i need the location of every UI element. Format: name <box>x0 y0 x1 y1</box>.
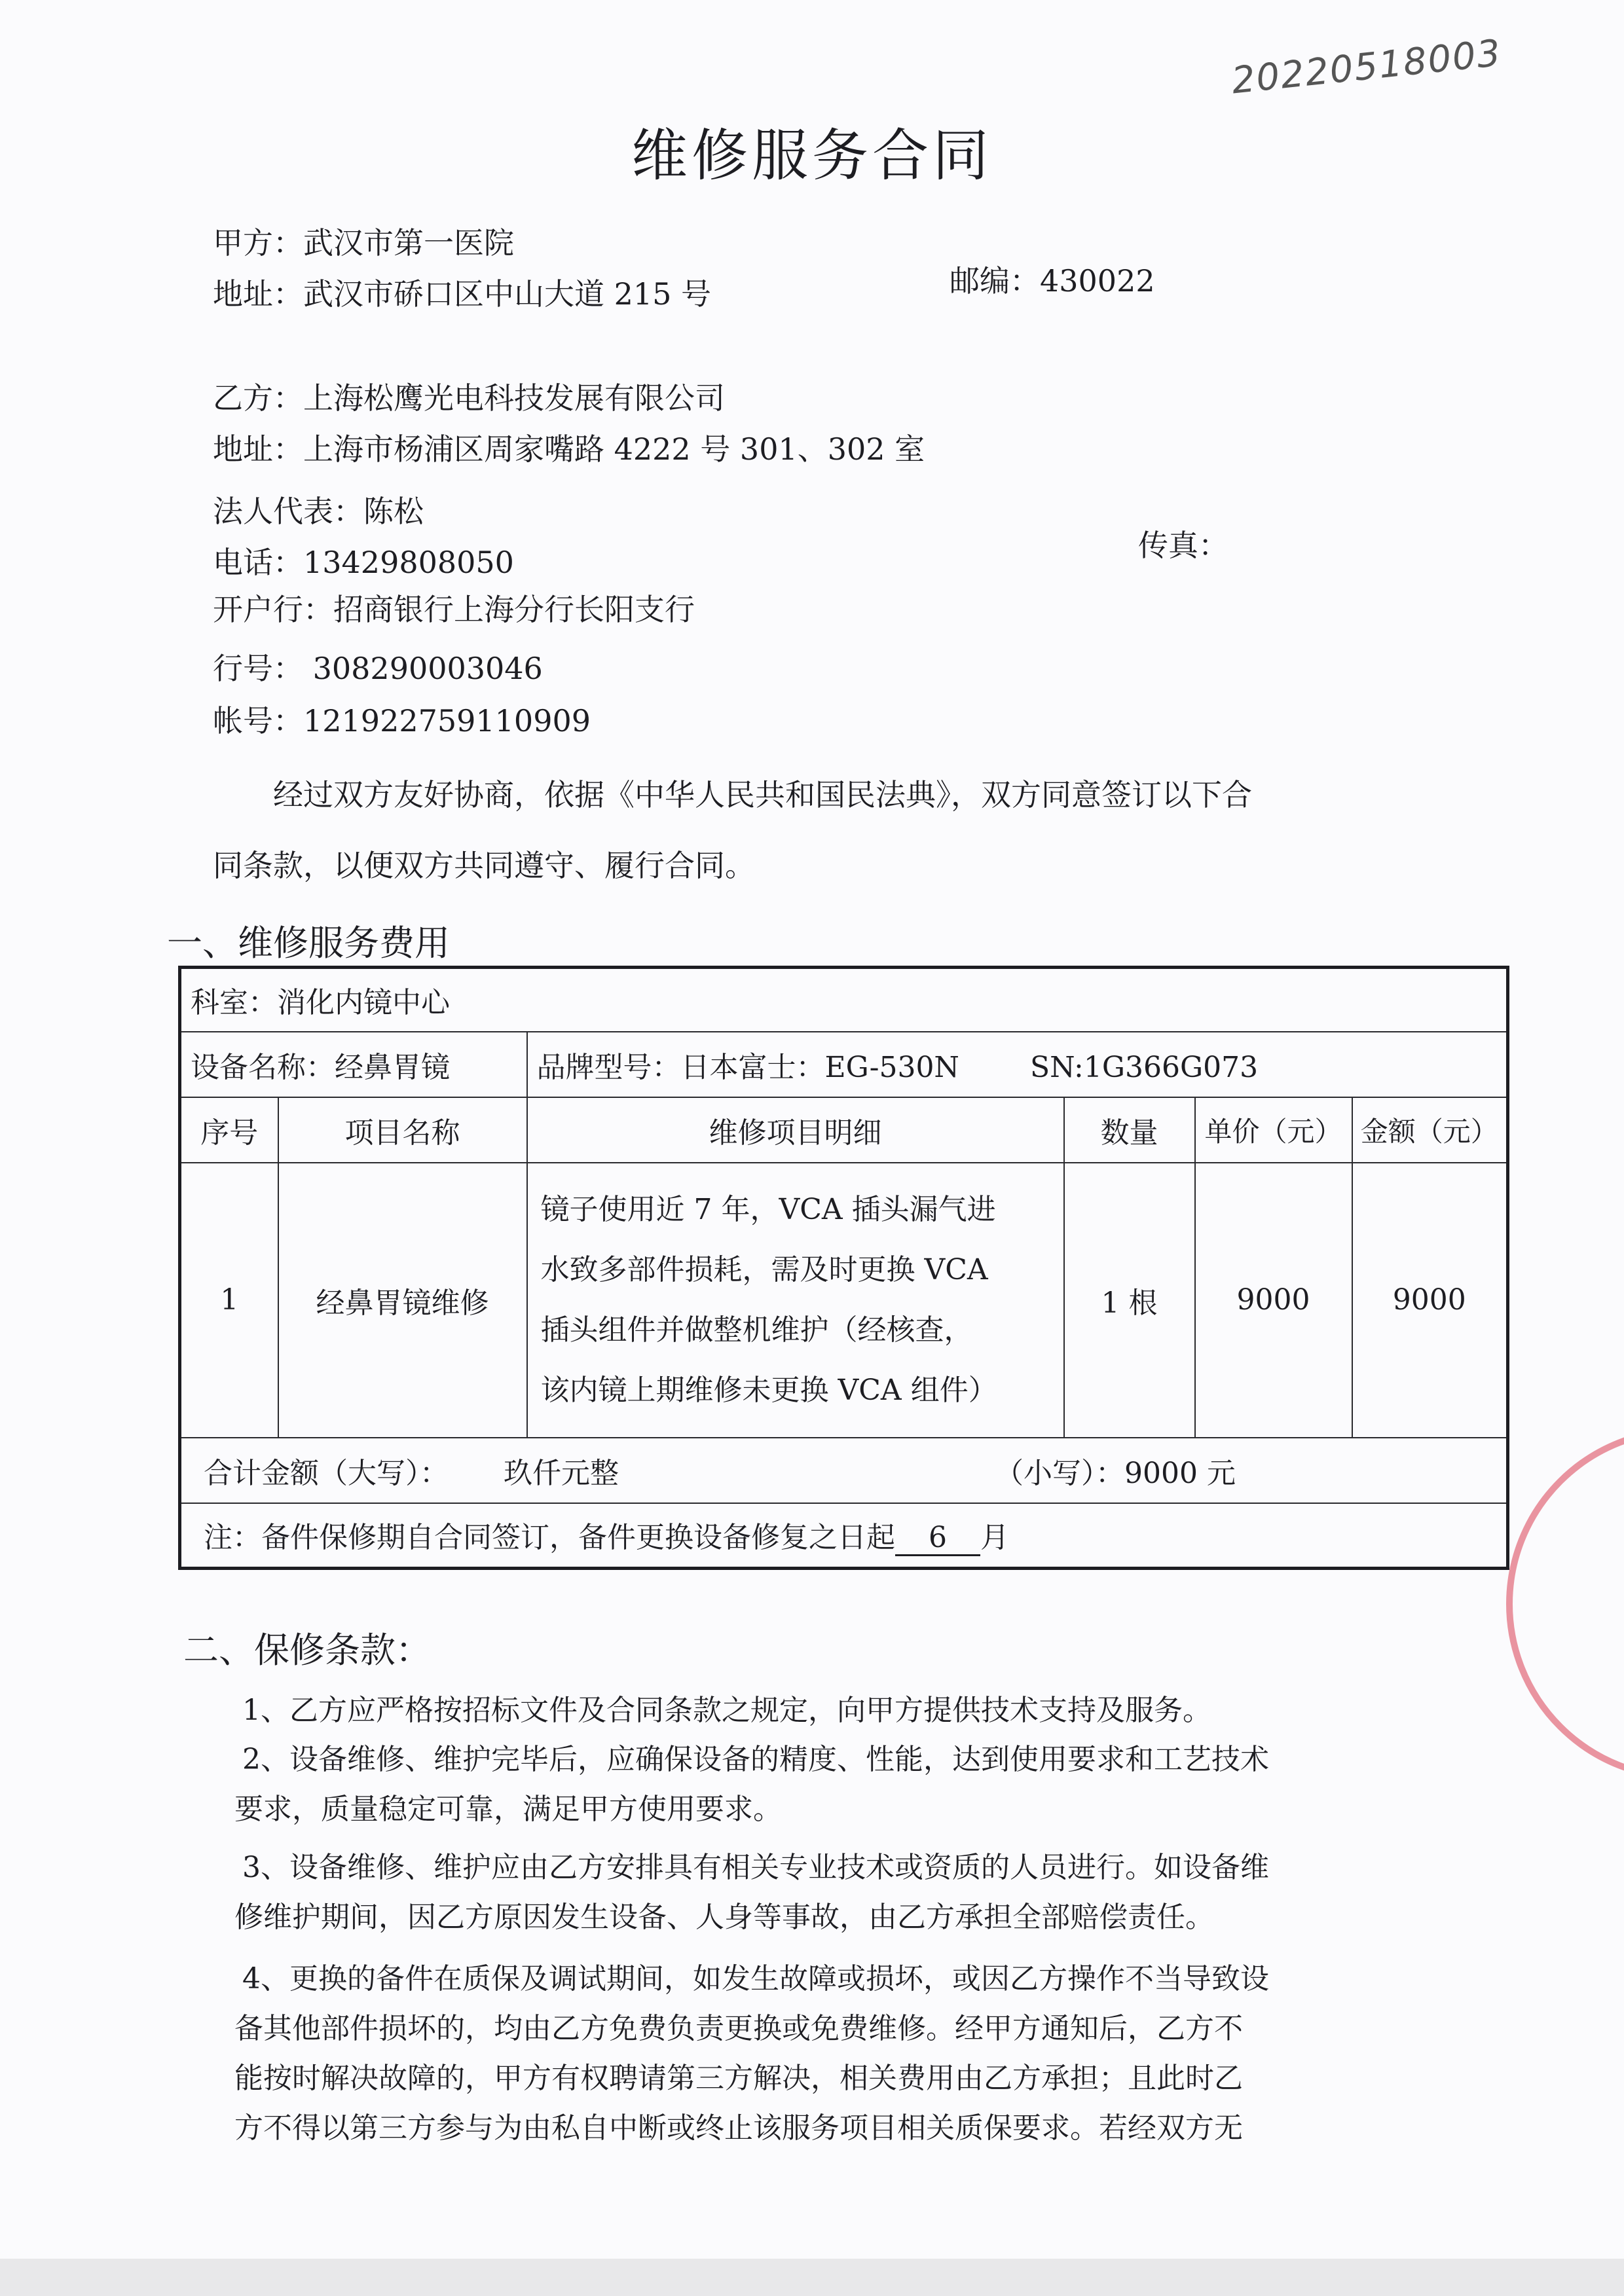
note-suffix: 月 <box>980 1521 1009 1555</box>
clause-4-line-4: 方不得以第三方参与为由私自中断或终止该服务项目相关质保要求。若经双方无 <box>234 2111 1243 2145</box>
party-a-address: 地址：武汉市硚口区中山大道 215 号 <box>213 276 712 312</box>
detail-line-1: 镜子使用近 7 年，VCA 插头漏气进 <box>540 1192 996 1226</box>
device-row <box>180 1032 1508 1097</box>
intro-line-2: 同条款，以便双方共同遵守、履行合同。 <box>213 848 755 883</box>
header-no: 序号 <box>180 1097 278 1163</box>
party-a-name: 甲方：武汉市第一医院 <box>213 225 514 261</box>
clause-3-line-2: 修维护期间，因乙方原因发生设备、人身等事故，由乙方承担全部赔偿责任。 <box>234 1901 1214 1934</box>
note-months: 6 <box>895 1521 980 1556</box>
header-amount: 金额（元） <box>1352 1097 1508 1163</box>
note-row <box>180 1503 1508 1569</box>
device-name-cell: 设备名称：经鼻胃镜 <box>180 1032 527 1097</box>
company-seal-stamp <box>1506 1427 1624 1781</box>
document-title: 维修服务合同 <box>631 123 993 189</box>
total-cell <box>180 1438 1508 1503</box>
serial-number: SN:1G366G073 <box>1029 1050 1259 1084</box>
clause-4-line-1: 4、更换的备件在质保及调试期间，如发生故障或损坏，或因乙方操作不当导致设 <box>242 1962 1269 1995</box>
total-upper-label: 合计金额（大写）： <box>204 1456 449 1490</box>
row-item: 经鼻胃镜维修 <box>278 1163 527 1438</box>
header-detail: 维修项目明细 <box>527 1097 1064 1163</box>
row-amount: 9000 <box>1352 1163 1508 1438</box>
party-b-name: 乙方：上海松鹰光电科技发展有限公司 <box>213 380 725 416</box>
party-b-bank-number: 行号： 308290003046 <box>213 651 543 686</box>
department-row <box>180 968 1508 1032</box>
party-a-postcode: 邮编：430022 <box>950 263 1155 299</box>
scan-border <box>0 2259 1624 2296</box>
header-item: 项目名称 <box>278 1097 527 1163</box>
header-qty: 数量 <box>1064 1097 1195 1163</box>
clause-2-line-1: 2、设备维修、维护完毕后，应确保设备的精度、性能，达到使用要求和工艺技术 <box>242 1743 1269 1776</box>
total-upper-value: 玖仟元整 <box>504 1456 619 1490</box>
clause-4-line-2: 备其他部件损坏的，均由乙方免费负责更换或免费维修。经甲方通知后，乙方不 <box>234 2012 1243 2045</box>
clause-3-line-1: 3、设备维修、维护应由乙方安排具有相关专业技术或资质的人员进行。如设备维 <box>242 1851 1269 1884</box>
clause-1 <box>242 1686 1408 1736</box>
header-row <box>180 1097 1508 1163</box>
handwritten-number: 20220518003 <box>1229 31 1504 103</box>
row-detail <box>527 1163 1064 1438</box>
section-1-title: 一、维修服务费用 <box>167 922 450 964</box>
clause-3 <box>234 1843 1408 1942</box>
clause-2-line-2: 要求，质量稳定可靠，满足甲方使用要求。 <box>234 1793 782 1826</box>
party-b-phone: 电话：13429808050 <box>213 545 514 580</box>
total-lower: （小写）：9000 元 <box>995 1456 1236 1490</box>
clause-4 <box>234 1954 1408 2153</box>
note-cell <box>180 1503 1508 1569</box>
total-row <box>180 1438 1508 1503</box>
party-b-bank: 开户行：招商银行上海分行长阳支行 <box>213 592 695 627</box>
party-b-address: 地址：上海市杨浦区周家嘴路 4222 号 301、302 室 <box>213 431 925 467</box>
row-unit-price: 9000 <box>1195 1163 1352 1438</box>
row-qty: 1 根 <box>1064 1163 1195 1438</box>
intro-paragraph <box>213 759 1411 901</box>
department-cell: 科室：消化内镜中心 <box>180 968 1508 1032</box>
brand-model-cell <box>527 1032 1508 1097</box>
detail-line-4: 该内镜上期维修未更换 VCA 组件） <box>540 1373 997 1407</box>
clause-2 <box>234 1735 1408 1834</box>
party-b-fax: 传真： <box>1138 528 1228 563</box>
row-no: 1 <box>180 1163 278 1438</box>
detail-line-3: 插头组件并做整机维护（经核查， <box>540 1313 973 1347</box>
brand-model: 品牌型号：日本富士：EG-530N <box>536 1050 959 1084</box>
note-prefix: 注：备件保修期自合同签订，备件更换设备修复之日起 <box>204 1521 895 1555</box>
fee-table <box>178 966 1509 1570</box>
clause-1-line-1: 1、乙方应严格按招标文件及合同条款之规定，向甲方提供技术支持及服务。 <box>242 1694 1211 1727</box>
table-row <box>180 1163 1508 1438</box>
party-b-legal-rep: 法人代表：陈松 <box>213 494 424 529</box>
detail-line-2: 水致多部件损耗，需及时更换 VCA <box>540 1252 988 1286</box>
party-b-account: 帐号：121922759110909 <box>213 703 591 738</box>
header-unit-price: 单价（元） <box>1195 1097 1352 1163</box>
intro-line-1: 经过双方友好协商，依据《中华人民共和国民法典》，双方同意签订以下合 <box>273 777 1252 812</box>
clause-4-line-3: 能按时解决故障的，甲方有权聘请第三方解决，相关费用由乙方承担；且此时乙 <box>234 2062 1243 2095</box>
section-2-title: 二、保修条款： <box>183 1630 431 1671</box>
